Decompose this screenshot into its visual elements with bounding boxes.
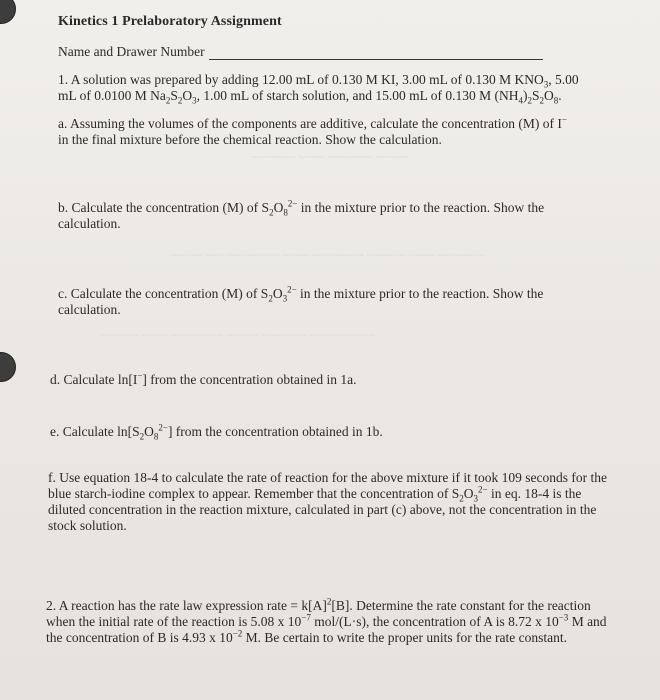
part-label: f. [48,470,56,485]
superscript: −2 [232,628,243,639]
part-label: c. [58,286,68,301]
question-1f-prompt [48,470,614,534]
bleed-through-text: ~~~~~~ ~~~~ ~~~~~~~~ ~~~~~ ~~~~~~~ ~~~~~~~~~~ [100,328,375,342]
question-2-prompt [46,598,616,646]
subscript: 2 [165,95,171,106]
subscript: 2 [269,207,274,218]
binder-hole-middle [0,352,16,382]
name-drawer-field [58,44,543,60]
superscript: 2− [287,198,298,209]
question-1b-text: in the mixture prior to the reaction. Show the [297,200,545,215]
question-2-number: 2. [46,598,57,613]
question-1a-prompt [58,116,618,148]
subscript: 4 [518,95,523,106]
question-1e-text: Calculate ln[S [62,424,140,439]
question-1a-text: in the final mixture before the chemical reaction. Show the calculation. [58,132,442,147]
question-1d-text: ] from the concentration obtained in 1a. [142,372,357,387]
superscript: − [561,114,567,125]
subscript: 8 [553,95,559,106]
subscript: 2 [177,95,183,106]
question-1c-text: calculation. [58,302,121,317]
page-title: Kinetics 1 Prelaboratory Assignment [58,14,282,29]
question-1-text: , 1.00 mL of starch solution, and 15.00 mL of 0.130 M (NH [196,88,519,103]
chem-symbol: O [144,424,154,439]
part-label: e. [50,424,60,439]
question-1-text: A solution was prepared by adding 12.00 mL of 0.130 M KI, 3.00 mL of 0.130 M KNO [70,72,544,87]
chem-symbol: O [272,286,283,301]
subscript: 2 [539,95,544,106]
binder-hole-top [0,0,16,24]
subscript: 2 [527,95,532,106]
subscript: 8 [283,207,288,218]
subscript: 2 [139,431,145,442]
subscript: 2 [459,493,464,504]
question-2-text: A reaction has the rate law expression rate = k[A] [58,598,327,613]
question-1f-text: Use equation 18-4 to calculate the rate of reaction for the above mixture if it took 109 seconds for the blue starch-iodine complex to appear. Remember that the concentration of S [48,470,607,501]
question-2-text: M and the concentration of B is 4.93 x 10 [46,614,607,645]
chem-symbol: O [463,486,474,501]
question-1d-text: Calculate ln[I [63,372,138,387]
question-1-text: O [182,88,193,103]
name-drawer-blank[interactable] [209,47,543,60]
question-2-text: mol/(L·s), the concentration of A is 8.72 x 10 [310,614,559,629]
subscript: 3 [543,79,549,90]
question-1b-text: Calculate the concentration (M) of S [71,200,270,215]
superscript: −3 [558,612,569,623]
subscript: 2 [268,293,273,304]
question-1a-text: Assuming the volumes of the components are additive, calculate the concentration (M) of I [70,116,562,131]
question-1-text: , 5.00 [548,72,579,87]
superscript: 2− [287,284,297,295]
subscript: 3 [192,95,197,106]
chem-symbol: S [531,88,540,103]
part-label: d. [50,372,61,387]
question-1c-prompt [58,286,618,318]
superscript: 2− [478,484,488,495]
part-label: a. [58,116,68,131]
superscript: 2− [158,422,168,433]
chem-symbol: O [273,200,284,215]
subscript: 3 [473,493,478,504]
bleed-through-text: ~~~~~~~ ~~~~ ~~~~~~~ ~~~~~ [250,150,409,164]
name-drawer-label: Name and Drawer Number [58,44,205,59]
question-1d-prompt [50,372,610,388]
question-2-text: [B]. Determine the rate constant for the reaction when the initial rate of the reaction is 5.08 x 10 [46,598,591,629]
superscript: − [137,370,143,381]
question-1-text: O [544,88,554,103]
subscript: 3 [282,293,288,304]
part-label: b. [58,200,69,215]
question-1e-text: ] from the concentration obtained in 1b. [167,424,383,439]
question-1c-text: in the mixture prior to the reaction. Show the [296,286,544,301]
question-1e-prompt [50,424,610,440]
question-1-text: . [558,88,562,103]
question-1-prompt: 1. A solution was prepared by adding 12.00 mL of 0.130 M KI, 3.00 mL of 0.130 M $KNO_3$, 5.00 mL of 0.0100 M $Na_2S_2O_3$, 1.00 mL of starch solution, and 15.00 mL of 0.130 M $(NH_4)_2S_2O_8$. [58,72,579,106]
question-1c-text: Calculate the concentration (M) of S [70,286,269,301]
question-1b-prompt [58,200,618,232]
superscript: −7 [301,612,311,623]
question-1-text: mL of 0.0100 M Na [58,88,166,103]
chem-symbol: S [170,88,178,103]
bleed-through-text: ~~~~~ ~~~ ~~~~~~~~ ~~~~ ~~~~~~~~ ~~~~~~ ~~~~ ~~~~~~~ [170,248,484,262]
superscript: 2 [326,596,332,607]
question-1-number: 1. [58,72,69,87]
question-2-text: M. Be certain to write the proper units for the rate constant. [242,630,567,645]
subscript: 8 [153,431,159,442]
question-1b-text: calculation. [58,216,121,231]
question-1f-text: in eq. 18-4 is the diluted concentration in the reaction mixture, calculated in part (c) above, not the concentration in the stock solution. [48,486,597,533]
